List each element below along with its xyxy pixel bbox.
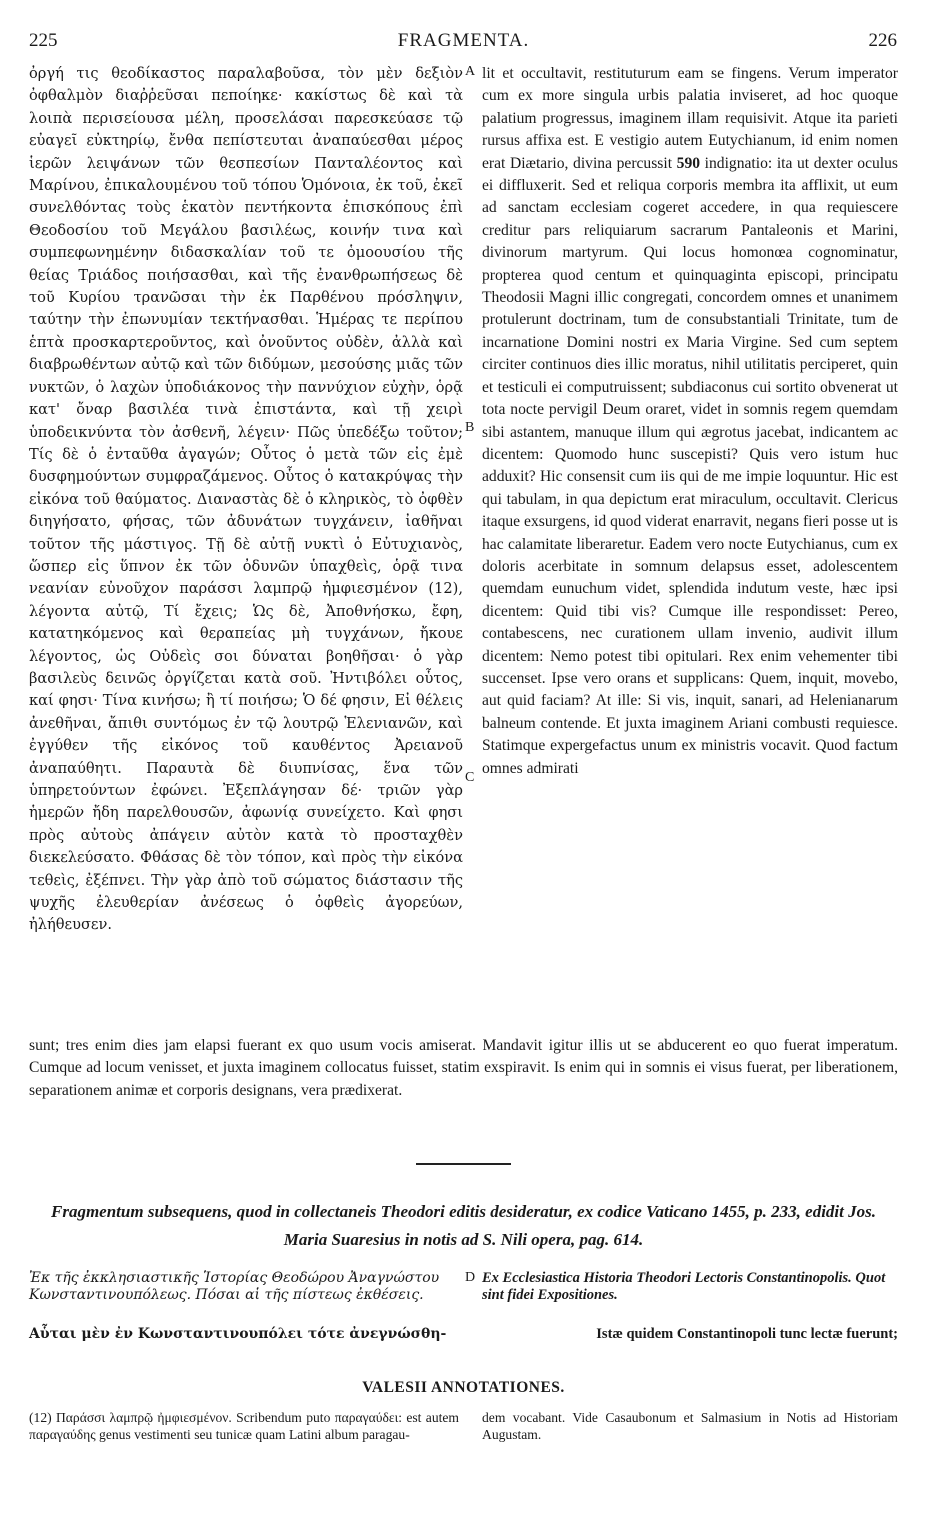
sub-greek-text: Αὗται μὲν ἐν Κωνσταντινουπόλει τότε ἀνεγνώσθη- [29,1326,447,1342]
latin-column [482,63,898,780]
section-rule [416,1163,511,1165]
annotations-heading: VALESII ANNOTATIONES. [362,1379,565,1396]
margin-mark-c: C [465,770,475,785]
note-right: dem vocabant. Vide Casaubonum et Salmasium in Notis ad Historiam Augustam. [482,1410,898,1442]
sub-greek-title: Ἐκ τῆς ἐκκλησιαστικῆς Ἱστορίας Θεοδώρου Ἀναγνώστου Κωνσταντινουπόλεως. Πόσαι αἱ τῆς πίστεως ἐκθέσεις. [29,1270,440,1303]
running-title: FRAGMENTA. [397,30,530,51]
latin-text-a: lit et occultavit, restituturum eam se fingens. Verum imperator cum ex more singula urbis palatia inviseret, ad hoc quoque palatium progressus, imaginem illam requisivit. Atque ita parieti rursus affixa est. E vestigio autem Eutychianum, id enim nomen erat Diætario, divina percussit [482,65,898,172]
sub-latin-text: Istæ quidem Constantinopoli tunc lectæ fuerunt; [596,1326,898,1342]
fragment-intro: Fragmentum subsequens, quod in collectaneis Theodori editis desideratur, ex codice Vaticano 1455, p. 233, edidit Jos. Maria Suaresius in notis ad S. Nili opera, pag. 614. [51,1202,876,1249]
note-left: (12) Παράσσι λαμπρῷ ἠμφιεσμένον. Scribendum puto παραγαύδει: est autem παραγαύδης genus vestimenti seu tunicæ quam Latini album paragau- [29,1410,459,1442]
page-number-left: 225 [29,30,58,51]
column-number: 590 [676,154,701,172]
page-number-right: 226 [868,30,897,51]
full-width-paragraph: sunt; tres enim dies jam elapsi fuerant ex quo usum vocis amiserat. Mandavit igitur illis ut se abducerent eo quo fuerat imperatum. Cumque ad locum venisset, et juxta imaginem collocatus fuisset, statim exspiravit. Is enim qui in somnis ei visus fuerat, per liberationem, separationem animæ et corporis designans, vera prædixerat. [29,1037,898,1099]
latin-text [482,63,898,780]
margin-mark-d: D [465,1270,476,1285]
margin-mark-b: B [465,420,475,435]
margin-mark-a: A [465,64,476,79]
latin-text-b: indignatio: ita ut dexter oculus ei diffluxerit. Sed et reliqua corporis membra ita afflixit, ut eum ad sanctam ecclesiam cogeret accedere, in qua requiescere creditur pars reliquiarum sacrarum Pantaleonis et Marini, divinorum martyrum. Qui locus homonœa cognominatur, propterea quod centum et quinquaginta episcopi, principatu Theodosii Magni illic congregati, concordem omnes et unanimem protulerunt doctrinam, tum de consubstantiali Trinitate, tum de incarnatione Domini nostri ex Maria Virgine. Sed cum septem circiter continuos dies illic moratus, nihil utilitatis perciperet, quin et testiculi ei computruissent; subdiaconus cui sortito obvenerat ut tota nocte pervigil Deum oraret, videt in somnis regem quemdam sibi astantem, manuque illum qui ægrotus jacebat, indicantem ac dicentem: Quomodo hunc suscepisti? Quis vero istum huc adduxit? Hic consensit cum iis qui de me impie loquuntur. Hic est qui tabulam, in qua depictum erat miraculum, occultavit. Clericus itaque exsurgens, id quod viderat enarravit, negans fieri posse ut is hac calamitate liberaretur. Eadem vero nocte Eutychianus, cum ex doloris acerbitate in somnum delapsus esset, adolescentem quemdam eunuchum videt, splendida indutum veste, hæc ipsi dicentem: Quid tibi vis? Cumque ille respondisset: Pereo, contabescens, nec curationem ullam invenio, audivit illum dicentem: Nemo potest tibi opitulari. Rex enim vehementer tibi succenset. Ipse vero orans et supplicans: Quem, inquit, movebo, aut quid faciam? At ille: Si vis, inquit, sanari, ad Helenianarum balneum contende. Et juxta imaginem Ariani combusti requiesce. Statimque expergefactus unum ex ministris vocavit. Quod factum omnes admirati [482,154,898,777]
greek-column [29,63,463,937]
greek-text: ὀργή τις θεοδίκαστος παραλαβοῦσα, τὸν μὲν δεξιὸν ὀφθαλμὸν διαῤῥεῦσαι πεποίηκε· κακίστως δὲ καὶ τὰ λοιπὰ περισείουσα μέλη, προσελάσαι παρεσκεύασε τῷ εὐαγεῖ εὐκτηρίῳ, ἔνθα πεπίστευται ἀναπαύεσθαι μέρος ἱερῶν λειψάνων τῶν θεσπεσίων Πανταλέοντος καὶ Μαρίνου, ἐπικαλουμένου τοῦ τόπου Ὁμόνοια, ἐκ τοῦ, ἐκεῖ συνελθόντας τοὺς ἑκατὸν πεντήκοντα ἐπισκόπους ἐπὶ Θεοδοσίου τοῦ Μεγάλου βασιλέως, κοινήν τινα καὶ συμπεφωνημένην διδασκαλίαν τοῦ τε ὁμοουσίου τῆς θείας Τριάδος ποιήσασθαι, καὶ τῆς ἐνανθρωπήσεως δὲ τοῦ Κυρίου τρανῶσαι τὴν ἐκ Παρθένου πρόσληψιν, ταύτην τὴν ἐπωνυμίαν τεκτήνασθαι. Ἡμέρας τε περίπου ἑπτὰ προσκαρτεροῦντος, καὶ ὀνοῦντος οὐδὲν, ἀλλὰ καὶ διαβρωθέντων αὐτῷ καὶ τῶν διδύμων, μεσούσης μιᾶς τῶν νυκτῶν, ὁ λαχὼν ὑποδιάκονος τὴν παννύχιον εὐχὴν, ὁρᾷ κατ' ὄναρ βασιλέα τινὰ ἐπιστάντα, καὶ τῇ χειρὶ ὑποδεικνύντα τὸν ἀσθενῆ, λέγειν· Πῶς ὑπεδέξω τοῦτον; Τίς δὲ ὁ ἐνταῦθα ἀγαγών; Οὗτος ὁ μετὰ τῶν εἰς ἐμὲ δυσφημούντων συμφραζάμενος. Οὗτος ὁ κατακρύψας τὴν εἰκόνα τοῦ θαύματος. Διαναστὰς δὲ ὁ κληρικὸς, τὸ ὀφθὲν διηγήσατο, φήσας, τῶν ἀδυνάτων τυγχάνειν, ἰαθῆναι τοῦτον τῆς μάστιγος. Τῇ δὲ αὐτῇ νυκτὶ ὁ Εὐτυχιανὸς, ὥσπερ εἰς ὕπνον ἐκ τῶν ὀδυνῶν ὑπαχθεὶς, ὁρᾷ τινα νεανίαν εὐνοῦχον παράσσι λαμπρῷ ἠμφιεσμένον (12), λέγοντα αὐτῷ, Τί ἔχεις; Ὡς δὲ, Ἀποθνήσκω, ἔφη, κατατηκόμενος καὶ θεραπείας μὴ τυγχάνων, ἤκουε λέγοντος, ὡς Οὐδεὶς σοι δύναται βοηθῆσαι· ὁ γὰρ βασιλεὺς δεινῶς ὀργίζεται κατὰ σοῦ. Ἠντιβόλει οὗτος, καί φησι· Τίνα κινήσω; ἢ τί ποιήσω; Ὁ δέ φησιν, Εἰ θέλεις ἀνεθῆναι, ἄπιθι συντόμως ἐν τῷ λουτρῷ Ἑλενιανῶν, καὶ ἐγγύθεν τῆς εἰκόνος τοῦ καυθέντος Ἀρειανοῦ ἀναπαύθητι. Παραυτὰ δὲ διυπνίσας, ἕνα τῶν ὑπηρετούντων ἐφώνει. Ἐξεπλάγησαν δέ· τριῶν γὰρ ἡμερῶν ἤδη παρελθουσῶν, ἀφωνίᾳ συνείχετο. Καὶ φησι πρὸς αὐτοὺς ἀπάγειν αὐτὸν κατὰ τὸ προσταχθὲν διεκελεύσατο. Φθάσας δὲ τὸν τόπον, καὶ πρὸς τὴν εἰκόνα τεθεὶς, ἐξέπνει. Τὴν γὰρ ἀπὸ τοῦ σώματος διάστασιν τῆς ψυχῆς ἐλευθερίαν ἀνέσεως ὁ ὀφθεὶς ἀγορεύων, ἠλήθευσεν. [29,65,463,934]
sub-latin-title: Ex Ecclesiastica Historia Theodori Lectoris Constantinopolis. Quot sint fidei Expositiones. [482,1270,886,1303]
